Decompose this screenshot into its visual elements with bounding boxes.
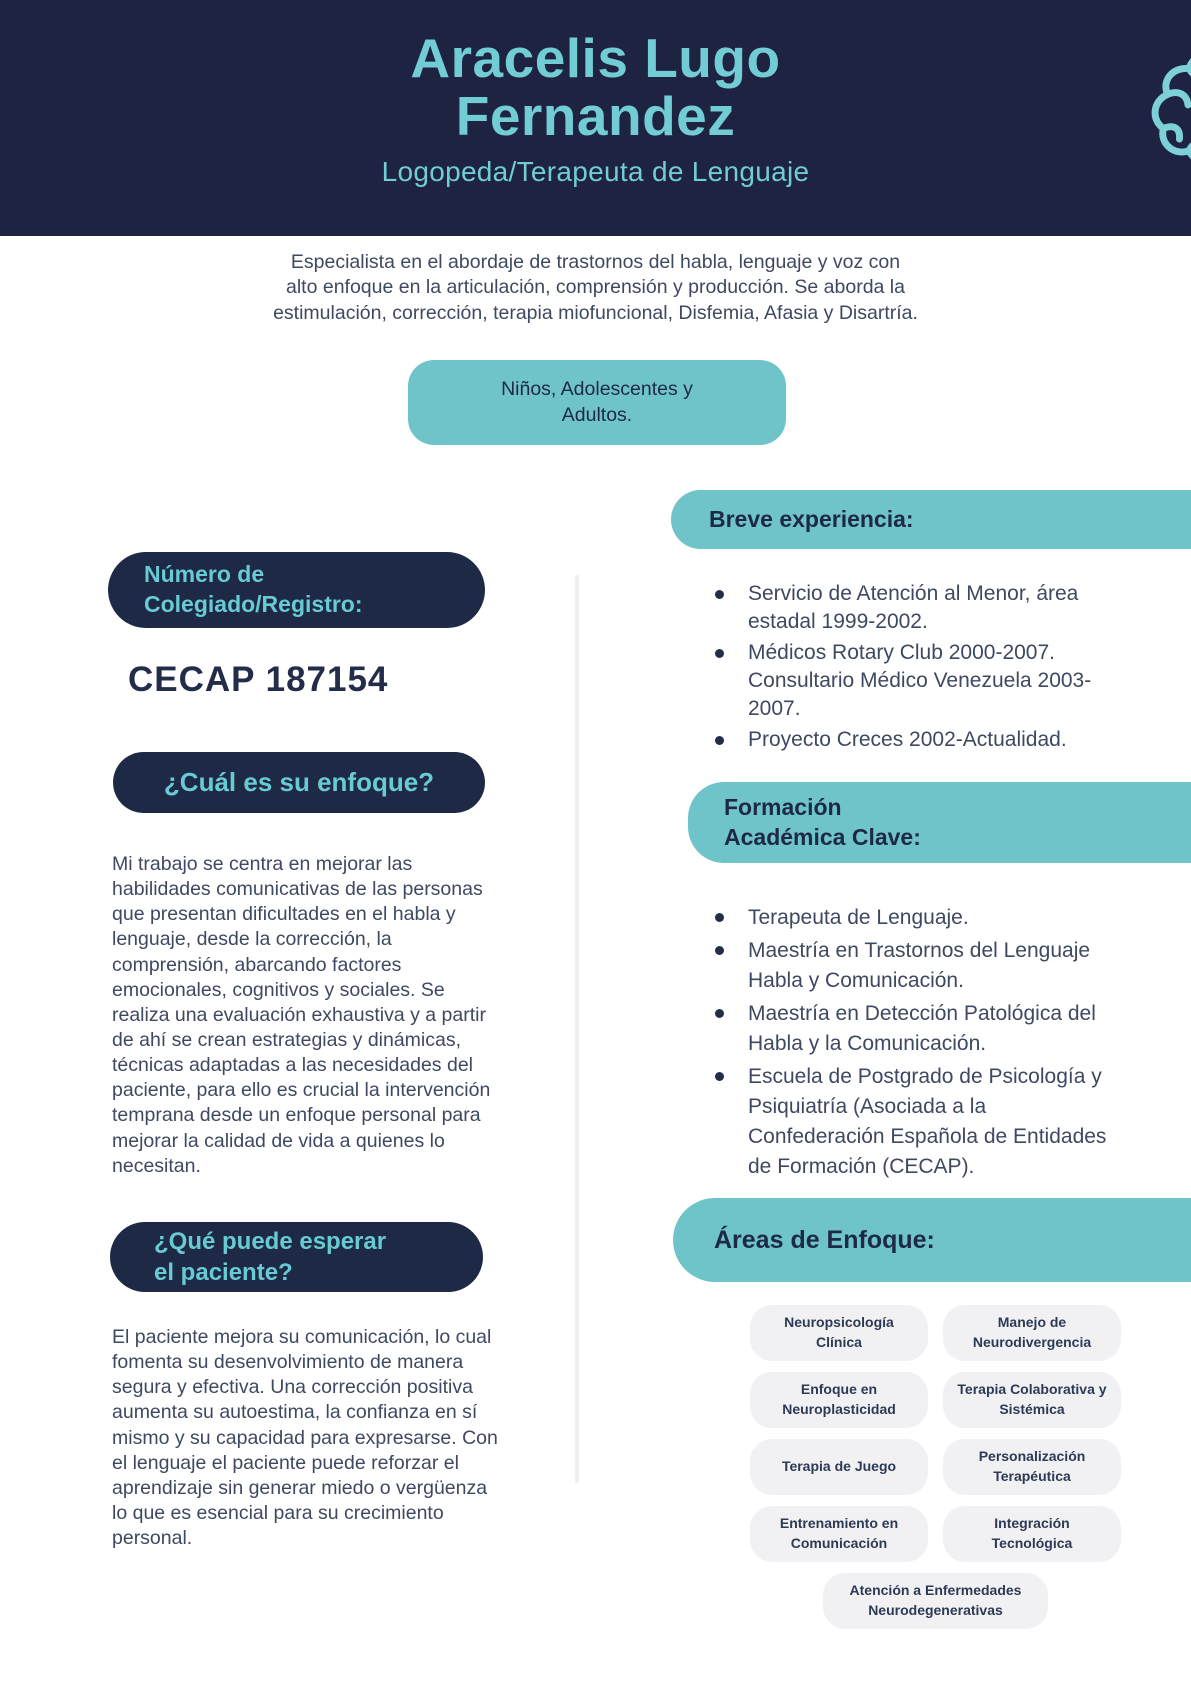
formacion-title-line2: Académica Clave: [724,823,921,850]
areas-title: Áreas de Enfoque: [714,1225,935,1254]
area-pill: Manejo de Neurodivergencia [943,1305,1121,1361]
enfoque-paragraph: Mi trabajo se centra en mejorar las habilidades comunicativas de las personas que presentan dificultades en el habla y lenguaje, desde la corrección, la comprensión, abarcando factores emocionales, cognitivos y sociales. Se realiza una evaluación exhaustiva y a partir de ahí se crean estrategias y dinámicas, técnicas adaptadas a las necesidades del paciente, para ello es crucial la intervención temprana desde un enfoque personal para mejorar la calidad de vida a quienes lo necesitan. [112,853,491,1177]
area-pill: Terapia de Juego [750,1439,928,1495]
brain-icon [1140,46,1191,166]
registro-title-line1: Número de [144,561,265,588]
area-pill: Personalización Terapéutica [943,1439,1121,1495]
formacion-banner [688,782,1191,863]
esperar-title-line1: ¿Qué puede esperar [154,1227,387,1255]
area-pill: Neuropsicología Clínica [750,1305,928,1361]
audience-pill [408,360,786,445]
profile-role: Logopeda/Terapeuta de Lenguaje [381,156,810,187]
enfoque-heading-pill [113,752,485,813]
formacion-item: Escuela de Postgrado de Psicología y Psiquiatría (Asociada a la Confederación Española de Entidades de Formación (CECAP). [712,1062,1120,1182]
formacion-item: Maestría en Detección Patológica del Habla y la Comunicación. [712,999,1120,1059]
audience-label: Niños, Adolescentes y Adultos. [501,378,693,426]
esperar-title-line2: el paciente? [154,1259,293,1286]
column-divider [575,575,579,1483]
experience-list [712,580,1120,757]
formacion-item: Terapeuta de Lenguaje. [712,903,1120,933]
area-pill: Terapia Colaborativa y Sistémica [943,1372,1121,1428]
header-banner [0,0,1191,236]
experience-item: Servicio de Atención al Menor, área estadal 1999-2002. [712,580,1120,636]
formacion-title-line1: Formación [724,793,842,820]
experience-item: Proyecto Creces 2002-Actualidad. [712,726,1120,754]
registro-heading-pill [108,552,485,628]
registro-number: CECAP 187154 [128,660,389,699]
profile-name: Aracelis Lugo Fernandez [410,27,781,147]
intro-description: Especialista en el abordaje de trastornos del habla, lenguaje y voz con alto enfoque en la articulación, comprensión y producción. Se aborda la estimulación, corrección, terapia miofuncional, Disfemia, Afasia y Disartría. [273,251,918,324]
area-pill: Enfoque en Neuroplasticidad [750,1372,928,1428]
esperar-heading-pill [110,1222,483,1292]
registro-title-line2: Colegiado/Registro: [144,591,363,617]
formacion-item: Maestría en Trastornos del Lenguaje Habla y Comunicación. [712,936,1120,996]
experience-banner [671,490,1191,549]
areas-banner [673,1198,1191,1282]
enfoque-title: ¿Cuál es su enfoque? [163,767,435,797]
areas-pill-grid [750,1305,1121,1629]
formacion-list [712,903,1120,1185]
esperar-paragraph: El paciente mejora su comunicación, lo cual fomenta su desenvolvimiento de manera segura y efectiva. Una corrección positiva aumenta su autoestima, la confianza en sí mismo y su capacidad para expresarse. Con el lenguaje el paciente puede reforzar el aprendizaje sin generar miedo o vergüenza lo que es esencial para su crecimiento personal. [112,1326,498,1550]
area-pill: Entrenamiento en Comunicación [750,1506,928,1562]
experience-item: Médicos Rotary Club 2000-2007. Consultario Médico Venezuela 2003-2007. [712,639,1120,723]
experience-title: Breve experiencia: [709,506,914,532]
area-pill: Atención a Enfermedades Neurodegenerativas [823,1573,1048,1629]
area-pill: Integración Tecnológica [943,1506,1121,1562]
